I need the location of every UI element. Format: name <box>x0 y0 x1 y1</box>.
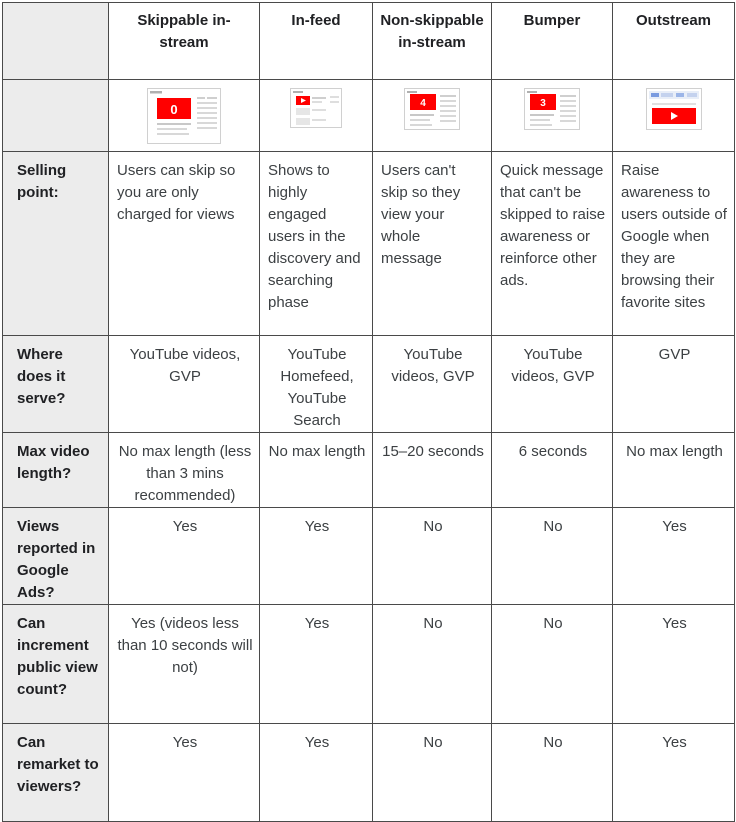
row-header-selling-point: Selling point: <box>3 152 109 336</box>
table-cell: No <box>373 605 492 724</box>
row-header-remarket: Can remarket to viewers? <box>3 724 109 822</box>
table-cell: YouTube videos, GVP <box>492 336 613 433</box>
table-cell: No <box>373 724 492 822</box>
table-cell: Quick message that can't be skipped to raise awareness or reinforce other ads. <box>492 152 613 336</box>
table-cell: Yes <box>109 724 260 822</box>
thumbnail-row-label <box>3 80 109 152</box>
table-row-where-serve <box>3 336 735 433</box>
table-cell: No max length <box>260 433 373 508</box>
table-cell: Yes <box>260 508 373 605</box>
table-row-remarket <box>3 724 735 822</box>
table-cell: No <box>373 508 492 605</box>
table-cell: YouTube videos, GVP <box>373 336 492 433</box>
nonskippable-instream-thumbnail-cell <box>373 80 492 152</box>
bumper-thumbnail <box>524 88 580 130</box>
table-cell: GVP <box>613 336 735 433</box>
table-cell: Yes <box>260 724 373 822</box>
table-cell: No <box>492 724 613 822</box>
table-cell: No <box>492 605 613 724</box>
skippable-instream-thumbnail <box>147 88 221 144</box>
table-cell: Yes (videos less than 10 seconds will not) <box>109 605 260 724</box>
nonskippable-instream-thumbnail <box>404 88 460 130</box>
table-cell: Raise awareness to users outside of Google when they are browsing their favorite sites <box>613 152 735 336</box>
column-header-infeed: In-feed <box>260 3 373 80</box>
row-header-views-reported: Views reported in Google Ads? <box>3 508 109 605</box>
table-cell: No max length (less than 3 mins recommended) <box>109 433 260 508</box>
table-cell: No <box>492 508 613 605</box>
thumbnail-row <box>3 80 735 152</box>
bumper-thumbnail-cell <box>492 80 613 152</box>
column-header-outstream: Outstream <box>613 3 735 80</box>
table-cell: Yes <box>613 724 735 822</box>
table-cell: YouTube Homefeed, YouTube Search <box>260 336 373 433</box>
table-row-max-length <box>3 433 735 508</box>
column-header-skippable-instream: Skippable in-stream <box>109 3 260 80</box>
table-cell: Users can skip so you are only charged for views <box>109 152 260 336</box>
skip-badge-text: 0 <box>170 102 178 117</box>
outstream-thumbnail <box>646 88 702 130</box>
row-header-where-serve: Where does it serve? <box>3 336 109 433</box>
infeed-thumbnail <box>290 88 342 128</box>
ad-format-comparison-table <box>2 2 735 822</box>
table-cell: No max length <box>613 433 735 508</box>
column-header-bumper: Bumper <box>492 3 613 80</box>
table-cell: Yes <box>260 605 373 724</box>
row-header-public-view-count: Can increment public view count? <box>3 605 109 724</box>
column-header-nonskippable-instream: Non-skippable in-stream <box>373 3 492 80</box>
table-row-selling-point <box>3 152 735 336</box>
outstream-thumbnail-cell <box>613 80 735 152</box>
table-cell: Yes <box>613 605 735 724</box>
table-cell: Yes <box>109 508 260 605</box>
table-row-public-view-count <box>3 605 735 724</box>
row-header-max-length: Max video length? <box>3 433 109 508</box>
table-cell: Yes <box>613 508 735 605</box>
table-cell: Users can't skip so they view your whole message <box>373 152 492 336</box>
table-cell: YouTube videos, GVP <box>109 336 260 433</box>
bumper-badge-text: 3 <box>540 98 546 109</box>
table-cell: 15–20 seconds <box>373 433 492 508</box>
infeed-thumbnail-cell <box>260 80 373 152</box>
corner-cell <box>3 3 109 80</box>
countdown-badge-text: 4 <box>420 98 426 109</box>
column-header-row <box>3 3 735 80</box>
skippable-instream-thumbnail-cell <box>109 80 260 152</box>
table-row-views-reported <box>3 508 735 605</box>
table-cell: Shows to highly engaged users in the discovery and searching phase <box>260 152 373 336</box>
table-cell: 6 seconds <box>492 433 613 508</box>
